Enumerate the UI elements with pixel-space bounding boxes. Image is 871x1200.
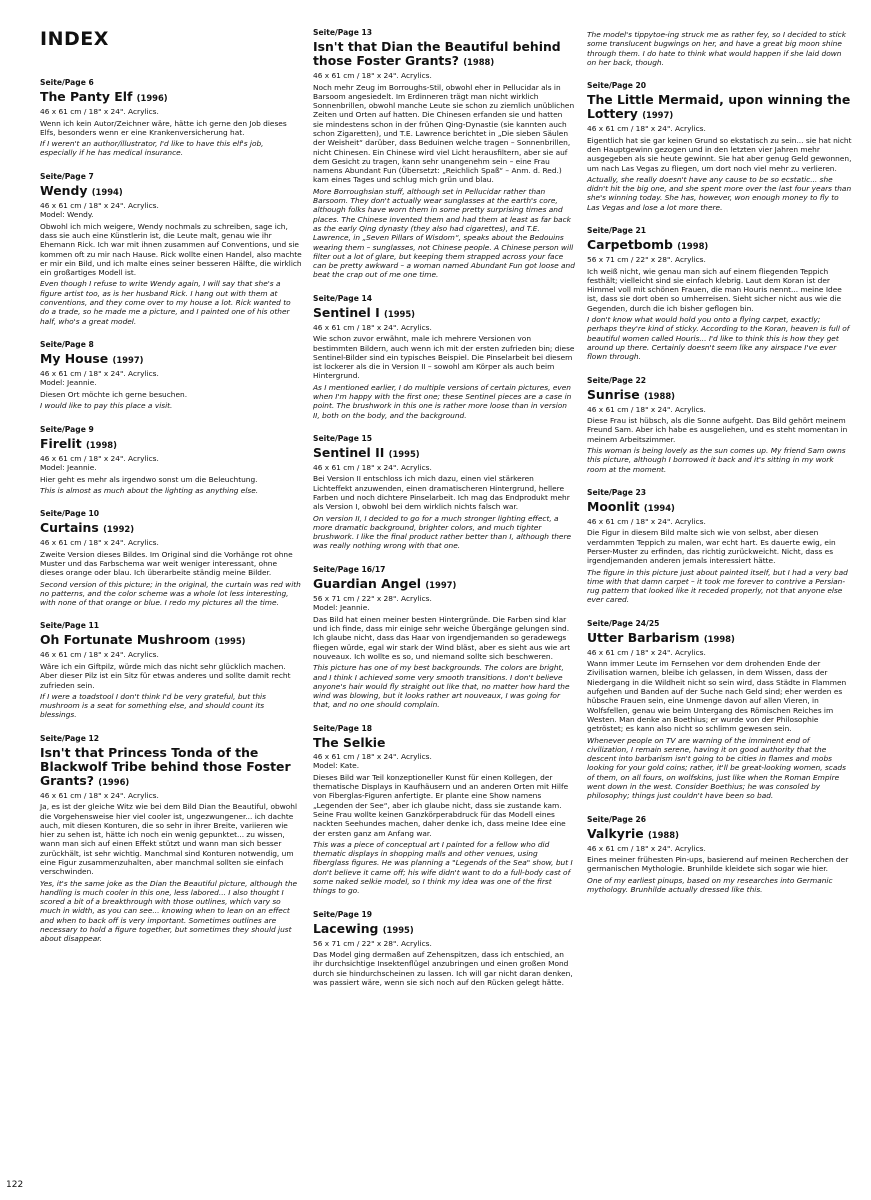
entry-text-english: This is almost as much about the lighting as anything else. bbox=[40, 485, 259, 495]
entry-text-german: Wie schon zuvor erwähnt, male ich mehrere Versionen von bestimmten Bildern, auch wenn ich mit der ersten zufrieden bin; diese Sentinel-Bilder sind ein typisches Beispiel. Die Pinselarbeit bei diesem ist lockerer als die in Version II – sowohl am Körper als auch beim Hintergrund. bbox=[313, 334, 575, 381]
entry-title-text: The Little Mermaid, upon winning the Lottery bbox=[587, 92, 851, 122]
index-entry bbox=[313, 294, 575, 420]
entry-title-text: Guardian Angel bbox=[313, 575, 422, 591]
entry-year: (1996) bbox=[136, 93, 168, 103]
entry-year: (1995) bbox=[384, 308, 416, 319]
entry-title bbox=[587, 388, 852, 403]
index-entry bbox=[587, 376, 852, 474]
entry-text-german: Bei Version II entschloss ich mich dazu, einen viel stärkeren Lichteffekt anzuwenden, einen dramatischeren Hintergrund, hellere Farben und noch dichtere Pinselarbeit. Ich mag das Endprodukt mehr als Version I, obwohl bei dem wirklich nichts falsch war. bbox=[313, 474, 570, 512]
entry-text-german: Eigentlich hat sie gar keinen Grund so ekstatisch zu sein... sie hat nicht den Hauptgewinn gezogen und in den letzten vier Jahren mehr ausgegeben als sie heute gewinnt. Sie hat aber genug Geld gewonnen, um nach Las Vegas zu fliegen, um dort noch viel mehr zu verlieren. bbox=[587, 135, 852, 173]
entry-text-german: Dieses Bild war Teil konzeptioneller Kunst für einen Kollegen, der thematische Displays in Kaufhäusern und an anderen Orten mit Hilfe von Fiberglas-Figuren anfertigte. Er plante eine Show namens „Legenden der See“, aber ich glaube nicht, dass sie zustande kam. Seine Frau wollte keinen Ganzkörperabdruck für das Modell eines nackten Seehundes machen, daher denke ich, dass meine Idee eine der ersten ganz am Anfang war. bbox=[313, 772, 569, 838]
entry-text-english: Second version of this picture; in the original, the curtain was red with no patterns, and the color scheme was a whole lot less interesting, with none of that orange or blue. I redo my pictures all the time. bbox=[40, 579, 301, 608]
entry-page-ref: Seite/Page 11 bbox=[40, 621, 100, 631]
entry-title bbox=[40, 184, 302, 199]
entry-title-text: Lacewing bbox=[313, 920, 379, 936]
entry-year: (1998) bbox=[677, 241, 709, 252]
entry-year: (1995) bbox=[214, 636, 246, 647]
entry-dimensions: 46 x 61 cm / 18" x 24". Acrylics. bbox=[40, 790, 159, 800]
entry-text-german: Zweite Version dieses Bildes. Im Original sind die Vorhänge rot ohne Muster und das Farbschema war weit weniger interessant, ohne dieses orange oder blau. Ich überarbeite ständig meine Bilder. bbox=[40, 549, 293, 578]
entry-text-english: One of my earliest pinups, based on my researches into Germanic mythology. Brunhilde actually dressed like this. bbox=[587, 875, 833, 895]
index-entry bbox=[587, 226, 852, 361]
index-entry bbox=[587, 619, 852, 801]
entry-dimensions: 46 x 61 cm / 18" x 24". Acrylics. bbox=[313, 462, 432, 472]
entry-year: (1997) bbox=[642, 110, 674, 121]
entry-title bbox=[40, 521, 302, 536]
entry-text-german: Die Figur in diesem Bild malte sich wie von selbst, aber diesen verdammten Teppich zu malen, war echt hart. Es dauerte ewig, ein Perser-Muster zu erfinden, das richtig zurückweicht. Nicht, dass es irgendjemanden anderen jemals interessiert hätte. bbox=[587, 528, 836, 566]
entry-model: Model: Jeannie. bbox=[40, 463, 97, 473]
entry-title-text: Valkyrie bbox=[587, 825, 644, 841]
index-entry bbox=[587, 30, 852, 67]
entry-dimensions: 46 x 61 cm / 18" x 24". Acrylics. bbox=[587, 124, 706, 134]
index-entry bbox=[40, 340, 302, 411]
entry-year: (1992) bbox=[103, 524, 135, 535]
entry-model: Model: Jeannie. bbox=[40, 378, 97, 388]
entry-text-english: This woman is being lovely as the sun comes up. My friend Sam owns this picture, although I borrowed it back and it's sitting in my work room at the moment. bbox=[587, 445, 846, 474]
entry-title-text: My House bbox=[40, 350, 109, 366]
entry-dimensions: 46 x 61 cm / 18" x 24". Acrylics. bbox=[587, 516, 706, 526]
entry-year: (1997) bbox=[112, 354, 144, 365]
entry-page-ref: Seite/Page 10 bbox=[40, 509, 100, 519]
entry-title-text: Isn't that Princess Tonda of the Blackwolf Tribe behind those Foster Grants? bbox=[40, 744, 291, 788]
entry-title bbox=[587, 631, 852, 646]
entry-year: (1988) bbox=[644, 390, 675, 401]
entry-text-german: Das Model ging dermaßen auf Zehenspitzen, dass ich entschied, an ihr durchsichtige Insektenflügel anzubringen und einen großen Mond durch sie hindurchscheinen zu lassen. Ich will gar nicht daran denken, was passiert wäre, wenn sie sich noch auf den Rücken gelegt hätte. bbox=[313, 950, 573, 987]
entry-text-english: The model's tippytoe-ing struck me as rather fey, so I decided to stick some translucent bugwings on her, and have a great big moon shine through them. I do hate to think what would happen if she laid down on her back, though. bbox=[587, 30, 846, 67]
entry-year: (1995) bbox=[382, 924, 414, 935]
index-entry bbox=[587, 815, 852, 895]
entry-dimensions: 56 x 71 cm / 22" x 28". Acrylics. bbox=[313, 938, 432, 948]
index-entry bbox=[40, 734, 302, 944]
entry-model: Model: Kate. bbox=[313, 761, 360, 771]
entry-dimensions: 46 x 61 cm / 18" x 24". Acrylics. bbox=[40, 368, 159, 378]
entry-text-german: Noch mehr Zeug im Borroughs-Stil, obwohl eher in Pellucidar als in Barsoom angesiedelt. Im Erdinneren trägt man nicht wirklich Sonnenbrillen, obwohl manche Leute sie schon zu ziemlich unüblichen Zeiten und Orten auf hatten. Die Chinesen erfanden sie und hatten sie mindestens schon in der frühen Qing-Dynastie (sie kannten auch schon Zigaretten), und T.E. Lawrence berichtet in „Die sieben Säulen der Weisheit“ darüber, dass Beduinen welche tragen – Sonnenbrillen, nicht Chinesen. Ein Chinese wird viel Licht herausfiltern, aber sie auf dem Gesicht zu tragen, kann sehr unangenehm sein – eine Frau namens Abundant Fun (Übersetzt: „Reichlich Spaß“ – Anm. d. Red.) kam eines Tages und schlug mich grün und blau. bbox=[313, 82, 575, 185]
entry-title-text: The Panty Elf bbox=[40, 89, 133, 104]
entry-title bbox=[40, 746, 302, 789]
entry-text-english: Even though I refuse to write Wendy again, I will say that she's a figure artist too, as is her husband Rick. I hang out with them at conventions, and they come over to my house a lot. Rick wanted to do a trade, so he made me a picture, and I painted one of his other half, who's a great model. bbox=[40, 279, 291, 326]
entry-text-german: Wann immer Leute im Fernsehen vor dem drohenden Ende der Zivilisation warnen, bleibe ich gelassen, in dem Wissen, dass der Niedergang in die Wildheit nicht so sein wird, dass Städte in Flammen aufgehen und Banden auf der Suche nach Geld sind; eher werden es hübsche Frauen sein, eine Unmenge davon auf allen Vieren, in Wolfsfellen, genau wie beim Untergang des Römischen Reiches im Westen. Man denke an Boethius; er wurde von der Philosophie getröstet; es kann also nicht so schlimm gewesen sein. bbox=[587, 659, 847, 734]
entry-title-text: Utter Barbarism bbox=[587, 629, 700, 645]
page-number: 122 bbox=[6, 1180, 24, 1190]
entry-page-ref: Seite/Page 23 bbox=[587, 487, 647, 497]
entry-text-english: This picture has one of my best backgrounds. The colors are bright, and I think I achieved some very smooth transitions. I don't believe anyone's hair would fly straight out like that, no matter how hard the wind was blowing, but it looks rather art nouveaux, I was going for that, and no one should complain. bbox=[313, 663, 570, 710]
entry-page-ref: Seite/Page 7 bbox=[40, 171, 94, 181]
entry-model: Model: Jeannie. bbox=[313, 603, 370, 613]
entry-page-ref: Seite/Page 14 bbox=[313, 293, 373, 303]
entry-text-english: On version II, I decided to go for a much stronger lighting effect, a more dramatic background, brighter colors, and much tighter brushwork. I like the final product rather better than I, although there was really nothing wrong with that one. bbox=[313, 513, 572, 551]
entry-text-german: Ich weiß nicht, wie genau man sich auf einem fliegenden Teppich festhält; vielleicht sind sie einfach klebrig. Laut dem Koran ist der Himmel voll mit schönen Frauen, die man Houris nennt... meine Idee ist, dass sie dort oben so umherreisen. Sieht sicher nicht aus wie die Gegenden, durch die ich bisher geflogen bin. bbox=[587, 266, 842, 313]
entry-dimensions: 46 x 61 cm / 18" x 24". Acrylics. bbox=[587, 843, 706, 853]
entry-text-german: Eines meiner frühesten Pin-ups, basierend auf meinen Recherchen der germanischen Mythologie. Brunhilde kleidete sich sogar wie hier. bbox=[587, 855, 849, 874]
entry-page-ref: Seite/Page 15 bbox=[313, 433, 373, 443]
index-column-3 bbox=[587, 28, 852, 908]
entry-text-english: If I were a toadstool I don't think I'd be very grateful, but this mushroom is a seat for something else, and should count its blessings. bbox=[40, 691, 266, 720]
entry-title-text: Wendy bbox=[40, 182, 88, 198]
entry-model: Model: Wendy. bbox=[40, 210, 94, 220]
entry-dimensions: 56 x 71 cm / 22" x 28". Acrylics. bbox=[313, 593, 432, 603]
entry-title bbox=[313, 736, 575, 750]
index-entry bbox=[40, 172, 302, 326]
entry-page-ref: Seite/Page 12 bbox=[40, 733, 100, 743]
entry-year: (1994) bbox=[91, 186, 123, 197]
index-entry bbox=[40, 425, 302, 496]
entry-page-ref: Seite/Page 26 bbox=[587, 814, 647, 824]
entry-text-german: Diese Frau ist hübsch, als die Sonne aufgeht. Das Bild gehört meinem Freund Sam. Aber ich habe es ausgeliehen, und es steht momentan in meinem Arbeitszimmer. bbox=[587, 416, 848, 444]
entry-title bbox=[40, 633, 302, 648]
index-entry bbox=[313, 434, 575, 551]
index-entry bbox=[313, 565, 575, 710]
entry-dimensions: 46 x 61 cm / 18" x 24". Acrylics. bbox=[313, 322, 432, 332]
entry-text-english: Yes, it's the same joke as the Dian the Beautiful picture, although the handling is much cooler in this one, less labored... I also thought I scored a bit of a breakthrough with those outlines, which vary so much in width, as you can see... knowing when to lean on an effect and when to back off is very important. Sometimes outlines are necessary to hold a figure together, but sometimes they should just about disappear. bbox=[40, 878, 298, 944]
entry-title-text: Sunrise bbox=[587, 386, 640, 402]
entry-title bbox=[40, 352, 302, 367]
entry-text-german: Wenn ich kein Autor/Zeichner wäre, hätte ich gerne den Job dieses Elfs, besonders wenn er eine Krankenversicherung hat. bbox=[40, 118, 287, 137]
entry-title bbox=[313, 40, 575, 69]
entry-title bbox=[587, 827, 852, 842]
entry-page-ref: Seite/Page 16/17 bbox=[313, 564, 386, 574]
index-entry bbox=[587, 488, 852, 605]
entry-page-ref: Seite/Page 24/25 bbox=[587, 618, 660, 628]
entry-title-text: Sentinel I bbox=[313, 304, 380, 320]
entry-title-text: Curtains bbox=[40, 520, 99, 536]
entry-title-text: Carpetbomb bbox=[587, 237, 673, 253]
entry-title bbox=[40, 437, 302, 452]
entry-text-german: Hier geht es mehr als irgendwo sonst um die Beleuchtung. bbox=[40, 474, 258, 484]
entry-title-text: Moonlit bbox=[587, 498, 640, 514]
entry-page-ref: Seite/Page 21 bbox=[587, 226, 647, 236]
entry-year: (1994) bbox=[643, 502, 675, 513]
index-entry bbox=[313, 910, 575, 988]
entry-title bbox=[587, 238, 852, 253]
entry-text-english: This was a piece of conceptual art I painted for a fellow who did thematic displays in shopping malls and other venues, using fiberglass figures. He was planning a "Legends of the Sea" show, but I don't believe it came off; his wife didn't want to do a full-body cast of some naked selkie model, so I think my idea was one of the first things to go. bbox=[313, 839, 573, 896]
entry-page-ref: Seite/Page 19 bbox=[313, 909, 373, 919]
entry-year: (1988) bbox=[647, 829, 679, 840]
entry-title bbox=[587, 93, 852, 122]
entry-text-english: Actually, she really doesn't have any cause to be so ecstatic... she didn't hit the big one, and she spent more over the last four years than she's winning today. She has, however, won enough money to fly to Las Vegas and lose a lot more there. bbox=[587, 174, 852, 212]
entry-page-ref: Seite/Page 20 bbox=[587, 81, 647, 91]
entry-text-english: I would like to pay this place a visit. bbox=[40, 401, 173, 411]
index-entry bbox=[313, 28, 575, 280]
page-title: INDEX bbox=[40, 28, 109, 50]
entry-dimensions: 46 x 61 cm / 18" x 24". Acrylics. bbox=[587, 647, 706, 657]
entry-page-ref: Seite/Page 22 bbox=[587, 375, 647, 385]
entry-title bbox=[40, 90, 302, 105]
entry-year: (1997) bbox=[425, 579, 457, 590]
index-column-1 bbox=[40, 28, 302, 958]
entry-dimensions: 46 x 61 cm / 18" x 24". Acrylics. bbox=[587, 404, 706, 414]
entry-year: (1996) bbox=[98, 776, 130, 787]
entry-text-english: If I weren't an author/illustrator, I'd like to have this elf's job, especially if he has medical insurance. bbox=[40, 139, 264, 158]
entry-title-text: Oh Fortunate Mushroom bbox=[40, 632, 211, 648]
entry-text-english: I don't know what would hold you onto a flying carpet, exactly; perhaps they're kind of sticky. According to the Koran, heaven is full of beautiful women called Houris... I'd like to think this is how they get around up there. Certainly doesn't seem like any airspace I've ever flown through. bbox=[587, 315, 850, 362]
entry-title-text: The Selkie bbox=[313, 734, 386, 750]
entry-text-english: As I mentioned earlier, I do multiple versions of certain pictures, even when I'm happy with the first one; these Sentinel pieces are a case in point. The brushwork in this one is rather more loose than in version II, both on the body, and the background. bbox=[313, 382, 572, 420]
entry-year: (1995) bbox=[388, 448, 420, 459]
entry-text-german: Wäre ich ein Giftpilz, würde mich das nicht sehr glücklich machen. Aber dieser Pilz ist ein Sitz für etwas anderes und sollte damit recht zufrieden sein. bbox=[40, 661, 291, 690]
entry-title-text: Sentinel II bbox=[313, 444, 385, 460]
entry-page-ref: Seite/Page 8 bbox=[40, 339, 94, 349]
entry-text-german: Diesen Ort möchte ich gerne besuchen. bbox=[40, 389, 188, 399]
entry-year: (1998) bbox=[703, 633, 735, 644]
entry-dimensions: 46 x 61 cm / 18" x 24". Acrylics. bbox=[40, 200, 159, 210]
index-entry bbox=[40, 621, 302, 719]
entry-page-ref: Seite/Page 18 bbox=[313, 723, 373, 733]
entry-text-english: The figure in this picture just about painted itself, but I had a very bad time with that damn carpet – it took me forever to contrive a Persian-rug pattern that looked like it receded properly, not that anyone else ever cared. bbox=[587, 567, 848, 605]
entry-title-text: Isn't that Dian the Beautiful behind those Foster Grants? bbox=[313, 39, 561, 68]
entry-page-ref: Seite/Page 9 bbox=[40, 424, 94, 434]
entry-dimensions: 46 x 61 cm / 18" x 24". Acrylics. bbox=[40, 107, 159, 116]
entry-dimensions: 46 x 61 cm / 18" x 24". Acrylics. bbox=[313, 751, 432, 761]
entry-text-english: More Borroughsian stuff, although set in Pellucidar rather than Barsoom. They don't actually wear sunglasses at the earth's core, although folks have worn them in some pretty surprising times and places. The Chinese invented them and had them at least as far back as the early Qing dynasty (they also had cigarettes), and T.E. Lawrence, in „Seven Pillars of Wisdom“, speaks about the Bedouins wearing them – sunglasses, not Chinese people. A Chinese person will filter out a lot of glare, but keeping them strapped across your face can be pretty awkward – a woman named Abundant Fun got loose and beat the crap out of me one time. bbox=[313, 186, 575, 280]
index-entry bbox=[40, 78, 302, 158]
index-entry bbox=[40, 509, 302, 607]
entry-dimensions: 46 x 61 cm / 18" x 24". Acrylics. bbox=[40, 538, 159, 548]
entry-text-german: Das Bild hat einen meiner besten Hintergründe. Die Farben sind klar und ich finde, dass mir einige sehr weiche Übergänge gelungen sind. Ich glaube nicht, dass das Haar von irgendjemanden so geradewegs fliegen würde, egal wir stark der Wind bläst, aber es sieht aus wie art nouveaux. Ich wollte es so, und niemand sollte sich beschweren. bbox=[313, 614, 571, 661]
entry-dimensions: 46 x 61 cm / 18" x 24". Acrylics. bbox=[313, 71, 432, 80]
index-column-2 bbox=[313, 28, 575, 1001]
entry-dimensions: 46 x 61 cm / 18" x 24". Acrylics. bbox=[40, 650, 159, 660]
entry-page-ref: Seite/Page 6 bbox=[40, 78, 94, 87]
entry-title bbox=[587, 500, 852, 515]
entry-dimensions: 46 x 61 cm / 18" x 24". Acrylics. bbox=[40, 453, 159, 463]
entry-title-text: Firelit bbox=[40, 435, 82, 451]
entry-text-german: Obwohl ich mich weigere, Wendy nochmals zu schreiben, sage ich, dass sie auch eine Künstlerin ist, die Leute malt, genau wie ihr Ehemann Rick. Ich war mit ihnen zusammen auf Conventions, und sie kommen oft zu mir nach Hause. Rick wollte einen Handel, also machte er mir ein Bild, und ich malte eines seiner besseren Hälfte, die wirklich ein großartiges Modell ist. bbox=[40, 221, 302, 278]
entry-year: (1988) bbox=[463, 57, 495, 67]
entry-page-ref: Seite/Page 13 bbox=[313, 28, 373, 37]
entry-dimensions: 56 x 71 cm / 22" x 28". Acrylics. bbox=[587, 255, 706, 265]
index-entry bbox=[313, 724, 575, 896]
entry-text-english: Whenever people on TV are warning of the imminent end of civilization, I remain serene, having it on good authority that the descent into barbarism isn't going to be cities in flames and mobs looking for your gold coins; rather, it'll be great-looking women, scads of them, on all fours, on wolfskins, just like when the Roman Empire went down in the west. Consider Boethius; he was consoled by philosophy; things just couldn't have been so bad. bbox=[587, 735, 846, 801]
entry-title bbox=[313, 446, 575, 461]
entry-title bbox=[313, 306, 575, 321]
entry-text-german: Ja, es ist der gleiche Witz wie bei dem Bild Dian the Beautiful, obwohl die Vorgehensweise hier viel cooler ist, ungezwungener... ich dachte auch, mit diesen Konturen, die so sehr in ihrer Breite, variieren wie hier zu sehen ist, hätte ich noch ein wenig gepunktet... zu wissen, wann man sich auf einen Effekt stützt und wann man sich besser zurückhält, ist sehr wichtig. Manchmal sind Konturen notwendig, um eine Figur zusammenzuhalten, aber manchmal sollten sie einfach verschwinden. bbox=[40, 802, 298, 877]
entry-title bbox=[313, 922, 575, 937]
entry-title bbox=[313, 577, 575, 592]
entry-year: (1998) bbox=[85, 439, 117, 450]
index-entry bbox=[587, 81, 852, 212]
